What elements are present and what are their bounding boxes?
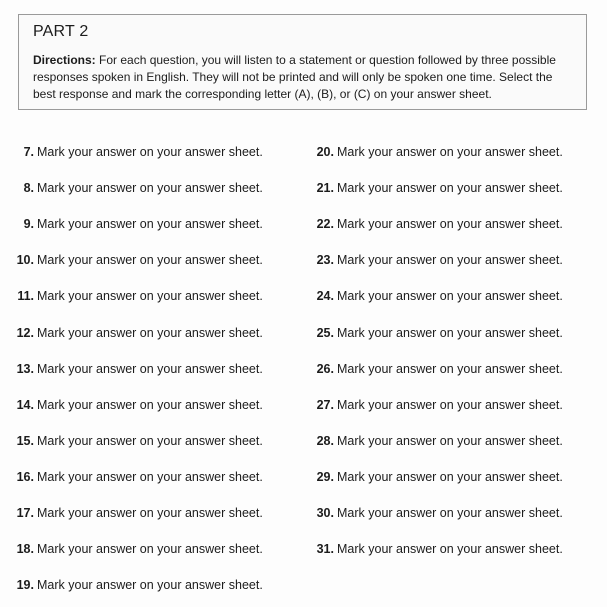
part-header-box: [18, 14, 587, 110]
question-row: [300, 468, 563, 486]
question-row: [300, 179, 563, 197]
question-instruction: Mark your answer on your answer sheet.: [337, 470, 563, 484]
question-instruction: Mark your answer on your answer sheet.: [337, 506, 563, 520]
question-instruction: Mark your answer on your answer sheet.: [37, 470, 263, 484]
question-number: 14.: [16, 398, 34, 412]
part-title: PART 2: [33, 23, 89, 40]
question-instruction: Mark your answer on your answer sheet.: [337, 542, 563, 556]
question-number: 31.: [316, 542, 334, 556]
question-number: 13.: [16, 362, 34, 376]
question-number: 24.: [316, 289, 334, 303]
question-row: [300, 360, 563, 378]
question-number: 23.: [316, 253, 334, 267]
question-row: [0, 396, 263, 414]
question-row: [0, 360, 263, 378]
question-instruction: Mark your answer on your answer sheet.: [37, 434, 263, 448]
question-instruction: Mark your answer on your answer sheet.: [37, 217, 263, 231]
question-instruction: Mark your answer on your answer sheet.: [37, 289, 263, 303]
question-instruction: Mark your answer on your answer sheet.: [337, 289, 563, 303]
question-row: [0, 287, 263, 305]
question-instruction: Mark your answer on your answer sheet.: [37, 542, 263, 556]
question-row: [300, 143, 563, 161]
question-row: [300, 540, 563, 558]
question-instruction: Mark your answer on your answer sheet.: [337, 434, 563, 448]
question-number: 10.: [16, 253, 34, 267]
question-row: [0, 540, 263, 558]
question-number: 12.: [16, 326, 34, 340]
question-row: [300, 432, 563, 450]
question-row: [300, 287, 563, 305]
question-instruction: Mark your answer on your answer sheet.: [37, 145, 263, 159]
question-number: 27.: [316, 398, 334, 412]
question-instruction: Mark your answer on your answer sheet.: [37, 578, 263, 592]
question-row: [300, 251, 563, 269]
question-instruction: Mark your answer on your answer sheet.: [37, 181, 263, 195]
question-instruction: Mark your answer on your answer sheet.: [337, 181, 563, 195]
question-row: [0, 251, 263, 269]
question-instruction: Mark your answer on your answer sheet.: [37, 506, 263, 520]
question-instruction: Mark your answer on your answer sheet.: [337, 217, 563, 231]
question-row: [300, 215, 563, 233]
question-instruction: Mark your answer on your answer sheet.: [337, 362, 563, 376]
question-number: 15.: [16, 434, 34, 448]
question-instruction: Mark your answer on your answer sheet.: [37, 398, 263, 412]
directions-paragraph: [33, 52, 571, 103]
question-row: [0, 468, 263, 486]
question-row: [0, 179, 263, 197]
question-row: [0, 143, 263, 161]
question-number: 19.: [16, 578, 34, 592]
question-instruction: Mark your answer on your answer sheet.: [337, 253, 563, 267]
question-row: [300, 324, 563, 342]
question-row: [0, 324, 263, 342]
question-number: 21.: [316, 181, 334, 195]
question-number: 7.: [23, 145, 34, 159]
question-row: [0, 432, 263, 450]
question-number: 25.: [316, 326, 334, 340]
question-instruction: Mark your answer on your answer sheet.: [337, 145, 563, 159]
question-number: 11.: [17, 289, 34, 303]
question-row: [300, 396, 563, 414]
question-number: 16.: [16, 470, 34, 484]
question-number: 22.: [316, 217, 334, 231]
question-row: [0, 504, 263, 522]
question-number: 9.: [23, 217, 34, 231]
question-instruction: Mark your answer on your answer sheet.: [337, 326, 563, 340]
question-number: 8.: [23, 181, 34, 195]
question-row: [0, 576, 263, 594]
question-number: 29.: [316, 470, 334, 484]
question-number: 17.: [16, 506, 34, 520]
question-row: [0, 215, 263, 233]
question-number: 30.: [316, 506, 334, 520]
question-instruction: Mark your answer on your answer sheet.: [37, 362, 263, 376]
question-instruction: Mark your answer on your answer sheet.: [37, 326, 263, 340]
question-number: 20.: [316, 145, 334, 159]
directions-label: Directions:: [33, 53, 96, 67]
question-number: 28.: [316, 434, 334, 448]
question-number: 26.: [316, 362, 334, 376]
question-instruction: Mark your answer on your answer sheet.: [37, 253, 263, 267]
question-instruction: Mark your answer on your answer sheet.: [337, 398, 563, 412]
question-row: [300, 504, 563, 522]
directions-text: For each question, you will listen to a statement or question followed by three possible responses spoken in English. They will not be printed and will only be spoken one time. Select the best response and mark the corresponding letter (A), (B), or (C) on your answer sheet.: [33, 53, 556, 101]
question-number: 18.: [16, 542, 34, 556]
